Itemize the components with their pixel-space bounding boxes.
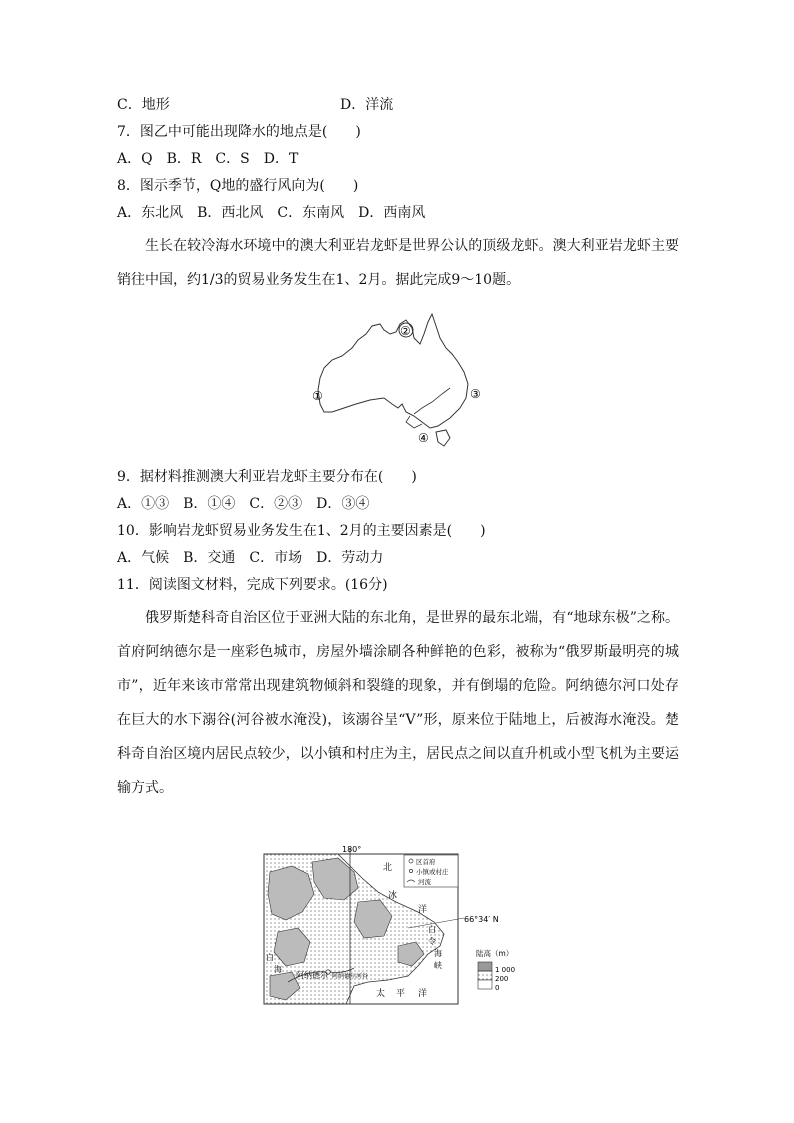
q10-stem: 10．影响岩龙虾贸易业务发生在1、2月的主要因素是( )	[117, 523, 486, 539]
q9-options: A．①③ B．①④ C．②③ D．③④	[117, 496, 370, 512]
legend-river: 河流	[418, 878, 431, 886]
label-2: ②	[400, 324, 411, 338]
q9-stem: 9．据材料推测澳大利亚岩龙虾主要分布在( )	[117, 469, 417, 485]
west-char-1: 白	[266, 953, 274, 962]
passage-chukotka: 俄罗斯楚科奇自治区位于亚洲大陆的东北角，是世界的最东北端，有“地球东极”之称。首府阿纳德尔是一座彩色城市，房屋外墙涂刷各种鲜艳的色彩，被称为“俄罗斯最明亮的城市”，近年来该市常常出现建筑物倾斜和裂缝的现象，并有倒塌的危险。阿纳德尔河口处存在巨大的水下溺谷(河谷被水淹没)，该溺谷呈“V”形，原来位于陆地上，后被海水淹没。楚科奇自治区境内居民点较少，以小镇和村庄为主，居民点之间以直升机或小型飞机为主要运输方式。	[117, 610, 679, 796]
city-label: 阿纳德尔	[296, 971, 328, 980]
strait-3: 海	[434, 949, 442, 958]
label-3: ③	[470, 387, 481, 401]
ocean-north-2: 冰	[388, 891, 398, 901]
label-1: ①	[312, 389, 323, 403]
q6-option-c: C．地形	[117, 97, 170, 113]
strait-1: 白	[428, 925, 436, 934]
meridian-label: 180°	[342, 845, 362, 854]
q7-stem: 7．图乙中可能出现降水的地点是( )	[117, 124, 361, 140]
ocean-north-3: 洋	[418, 905, 428, 915]
chukotka-map	[258, 842, 528, 1008]
canyon-label: 阿纳德尔河谷	[332, 973, 369, 980]
latitude-label: 66°34′ N	[464, 915, 499, 924]
q6-option-d: D．洋流	[340, 97, 394, 113]
australia-outline	[318, 314, 468, 428]
tasmania	[436, 430, 450, 446]
strait-4: 峡	[434, 961, 442, 970]
west-char-2: 海	[274, 965, 282, 974]
river-murray	[414, 388, 450, 414]
legend-capital: 区首府	[416, 858, 436, 866]
ocean-pacific-1: 太	[376, 989, 386, 999]
elevation-title: 陆高（m）	[476, 949, 514, 958]
ocean-north-1: 北	[383, 863, 393, 873]
strait-2: 令	[428, 937, 436, 946]
q7-options: A．Q B．R C．S D．T	[117, 151, 299, 167]
q8-stem: 8．图示季节，Q地的盛行风向为( )	[117, 178, 359, 194]
ocean-pacific-2: 平	[396, 989, 406, 999]
elevation-200: 200	[495, 975, 509, 983]
coast-line	[406, 416, 422, 428]
elevation-0: 0	[495, 984, 500, 992]
australia-map	[310, 308, 500, 453]
passage-lobster: 生长在较冷海水环境中的澳大利亚岩龙虾是世界公认的顶级龙虾。澳大利亚岩龙虾主要销往中国，约1/3的贸易业务发生在1、2月。据此完成9～10题。	[117, 238, 679, 288]
q8-options: A．东北风 B．西北风 C．东南风 D．西南风	[117, 205, 426, 221]
q10-options: A．气候 B．交通 C．市场 D．劳动力	[117, 550, 384, 566]
label-4: ④	[418, 431, 429, 445]
elevation-1000: 1 000	[495, 966, 516, 974]
ocean-pacific-3: 洋	[418, 989, 428, 999]
legend-town: 小镇或村庄	[416, 868, 449, 876]
q11-stem: 11．阅读图文材料，完成下列要求。(16分)	[117, 577, 388, 593]
